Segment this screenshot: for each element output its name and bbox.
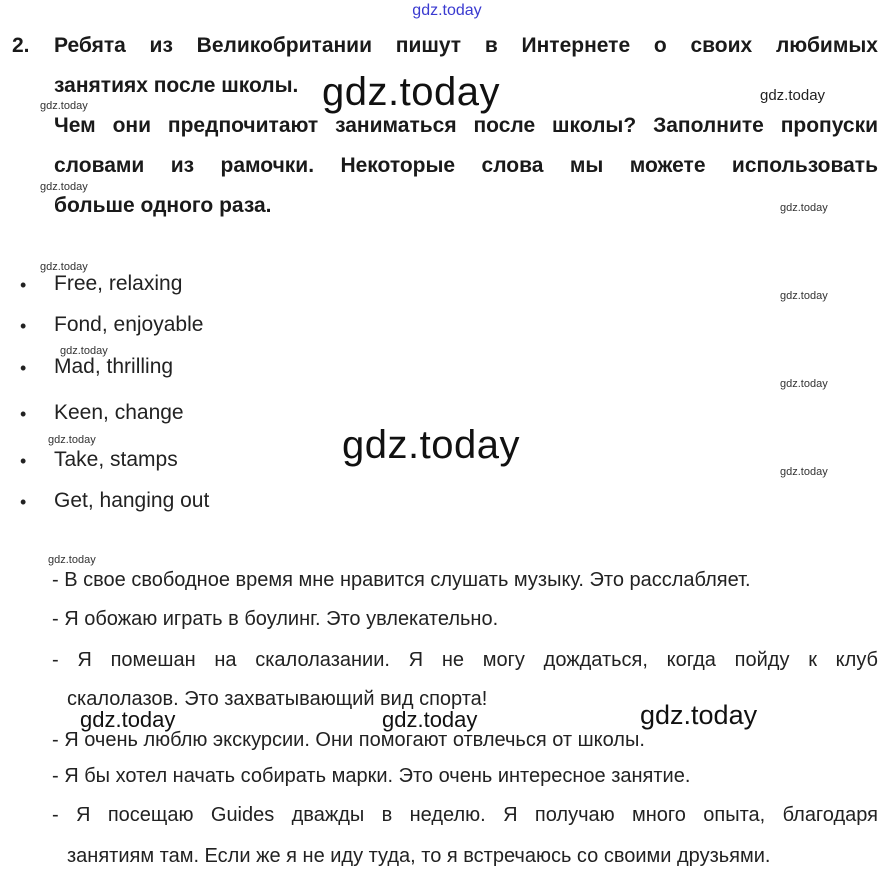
answer-line: - Я очень люблю экскурсии. Они помогают отвлечься от школы.	[52, 729, 645, 751]
task-intro-line: занятиях после школы.	[54, 74, 299, 97]
answer-line: скалолазов. Это захватывающий вид спорта!	[67, 688, 488, 710]
answer-line: занятиям там. Если же я не иду туда, то я встречаюсь со своими друзьями.	[67, 845, 771, 867]
task-question-line: Чем они предпочитают заниматься после школы? Заполните пропуски	[54, 114, 878, 137]
task-intro-line: Ребята из Великобритании пишут в Интернете о своих любимых	[54, 34, 878, 57]
task-question-line: больше одного раза.	[54, 194, 272, 217]
watermark-medium: gdz.today	[760, 87, 826, 104]
watermark-medium: gdz.today	[80, 707, 176, 732]
watermark-top: gdz.today	[412, 2, 482, 19]
watermark-small: gdz.today	[780, 466, 828, 478]
watermark-small: gdz.today	[40, 181, 88, 193]
watermark-large: gdz.today	[322, 70, 500, 114]
list-item: Mad, thrilling	[54, 355, 174, 378]
bullet-icon: •	[20, 451, 27, 471]
answer-line: - Я посещаю Guides дважды в неделю. Я получаю много опыта, благодаря	[52, 804, 878, 826]
bullet-icon: •	[20, 358, 27, 378]
task-number: 2.	[12, 34, 30, 57]
list-item: Get, hanging out	[54, 489, 210, 512]
answer-line: - Я обожаю играть в боулинг. Это увлекательно.	[52, 608, 499, 630]
bullet-icon: •	[20, 404, 27, 424]
watermark-small: gdz.today	[780, 290, 828, 302]
watermark-large: gdz.today	[342, 423, 520, 467]
bullet-icon: •	[20, 492, 27, 512]
watermark-small: gdz.today	[780, 202, 828, 214]
answer-line: - Я бы хотел начать собирать марки. Это очень интересное занятие.	[52, 765, 691, 787]
watermark-small: gdz.today	[60, 345, 108, 357]
list-item: Keen, change	[54, 401, 184, 424]
watermark-small: gdz.today	[780, 378, 828, 390]
watermark-medium: gdz.today	[382, 707, 478, 732]
list-item: Take, stamps	[54, 448, 178, 471]
bullet-icon: •	[20, 275, 27, 295]
answer-line: - В свое свободное время мне нравится слушать музыку. Это расслабляет.	[52, 569, 751, 591]
bullet-icon: •	[20, 316, 27, 336]
watermark-small: gdz.today	[48, 434, 96, 446]
answer-line: - Я помешан на скалолазании. Я не могу дождаться, когда пойду к клуб	[52, 649, 878, 671]
watermark-medium: gdz.today	[640, 700, 758, 730]
watermark-small: gdz.today	[48, 554, 96, 566]
list-item: Fond, enjoyable	[54, 313, 204, 336]
watermark-small: gdz.today	[40, 100, 88, 112]
list-item: Free, relaxing	[54, 272, 183, 295]
task-question-line: словами из рамочки. Некоторые слова мы можете использовать	[54, 154, 878, 177]
watermark-small: gdz.today	[40, 261, 88, 273]
